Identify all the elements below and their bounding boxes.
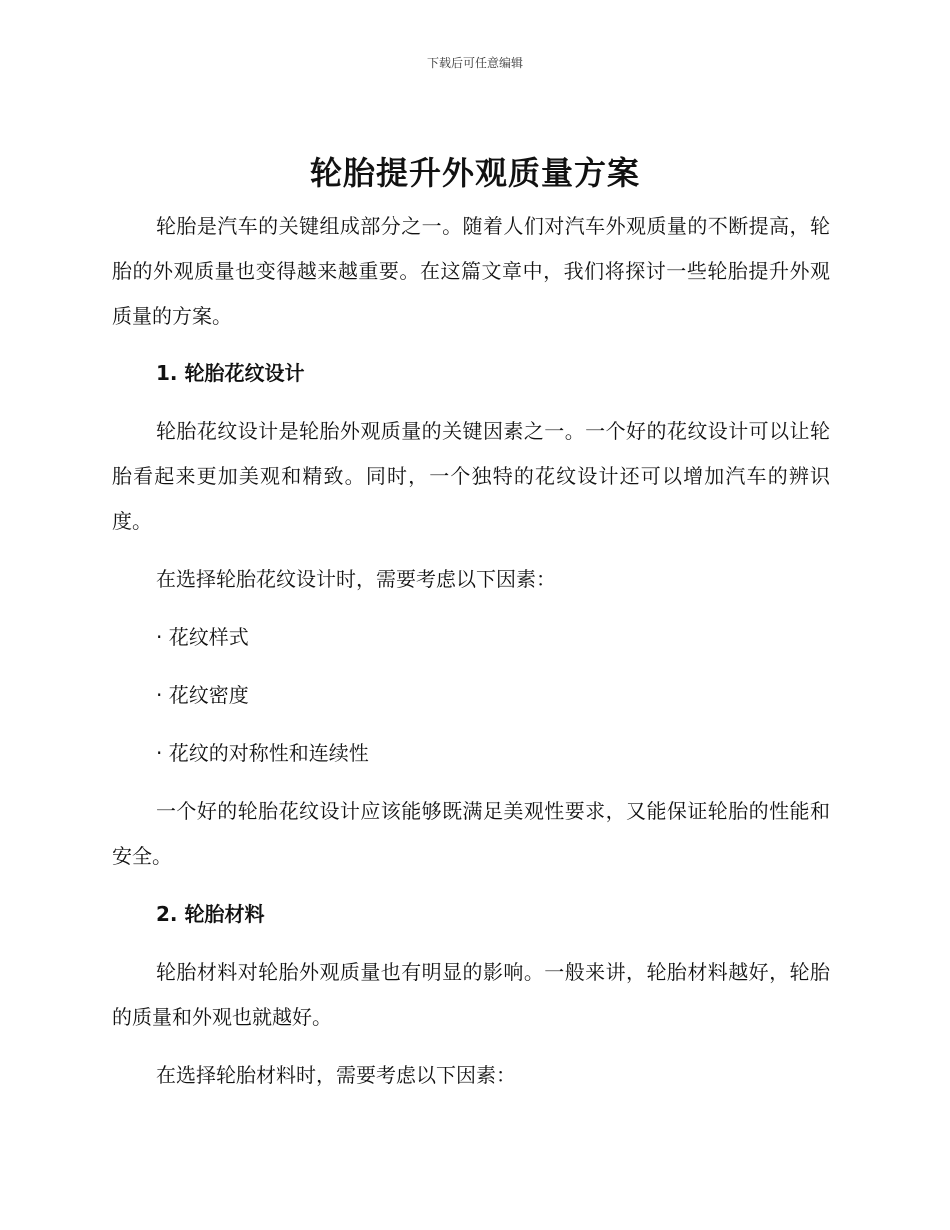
intro-paragraph: 轮胎是汽车的关键组成部分之一。随着人们对汽车外观质量的不断提高，轮胎的外观质量也变得越来越重要。在这篇文章中，我们将探讨一些轮胎提升外观质量的方案。 <box>112 214 830 328</box>
list-item: · 花纹样式 <box>156 625 249 649</box>
list-item: · 花纹密度 <box>156 683 249 707</box>
section-1-paragraph: 轮胎花纹设计是轮胎外观质量的关键因素之一。一个好的花纹设计可以让轮胎看起来更加美观和精致。同时，一个独特的花纹设计还可以增加汽车的辨识度。 <box>112 419 830 533</box>
section-1-conclusion: 一个好的轮胎花纹设计应该能够既满足美观性要求，又能保证轮胎的性能和安全。 <box>112 799 830 868</box>
list-item: · 花纹的对称性和连续性 <box>156 741 369 765</box>
header-note: 下载后可任意编辑 <box>426 56 523 70</box>
section-2-factors-intro: 在选择轮胎材料时，需要考虑以下因素： <box>156 1063 516 1087</box>
document-body <box>112 204 830 1098</box>
section-1-heading: 1. 轮胎花纹设计 <box>156 361 305 385</box>
page-title: 轮胎提升外观质量方案 <box>309 154 640 192</box>
section-1-factors-intro: 在选择轮胎花纹设计时，需要考虑以下因素： <box>156 567 556 591</box>
section-2-heading: 2. 轮胎材料 <box>156 902 265 926</box>
section-2-paragraph: 轮胎材料对轮胎外观质量也有明显的影响。一般来讲，轮胎材料越好，轮胎的质量和外观也就越好。 <box>112 960 830 1029</box>
